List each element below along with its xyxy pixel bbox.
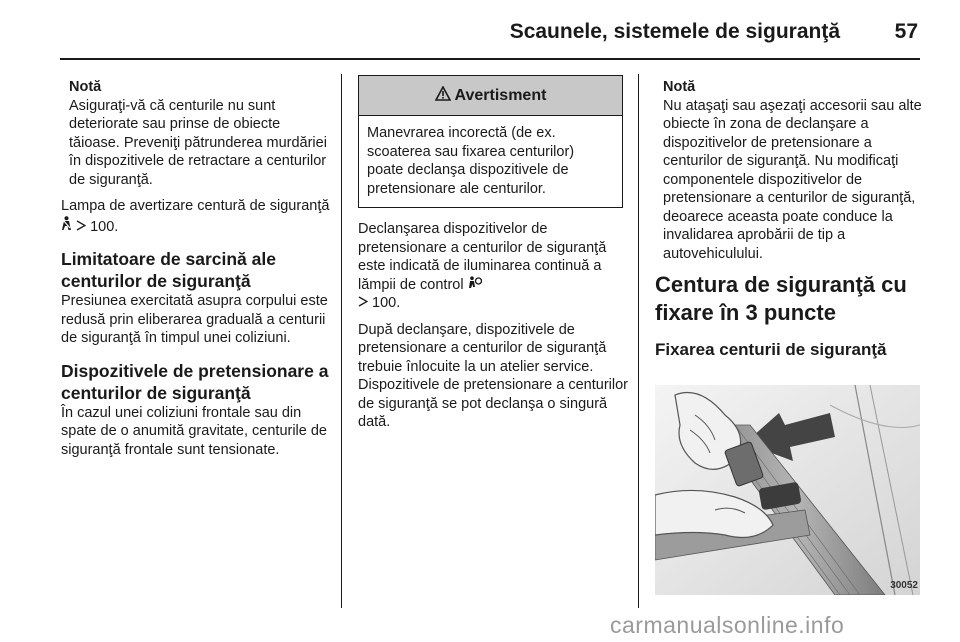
note-title: Notă: [663, 79, 696, 95]
arrow-ref-icon: [76, 218, 86, 237]
note-body: Asiguraţi-vă că centurile nu sunt deteriorate sau prinse de obiecte tăioase. Preveniţi pătrunderea murdăriei în dispozitivele de retractare a centurilor de siguranţă.: [69, 97, 327, 188]
heading-pretensioners: Dispozitivele de pretensionare a centurilor de siguranţă: [61, 360, 329, 403]
arrow-ref-icon: [358, 294, 368, 313]
pretensioner-indicator-paragraph: [358, 220, 628, 313]
heading-fastening-belt: Fixarea centurii de siguranţă: [655, 340, 887, 359]
note-title: Notă: [69, 79, 102, 95]
load-limiters-paragraph: Presiunea exercitată asupra corpului este redusă prin eliberarea graduală a centurii de siguranţă în timpul unei coliziuni.: [61, 293, 328, 346]
page-reference[interactable]: 100.: [90, 218, 119, 235]
column-divider-1: [341, 74, 342, 608]
seatbelt-illustration: [655, 385, 920, 595]
seatbelt-lamp-text: Lampa de avertizare centură de siguranţă: [61, 198, 330, 214]
pretensioner-indicator-text: Declanşarea dispozitivelor de pretensionare a centurilor de siguranţă este indicată de iluminarea continuă a lămpii de control: [358, 221, 607, 293]
page-reference[interactable]: 100.: [372, 295, 401, 311]
warning-box: [358, 75, 623, 208]
warning-triangle-icon: [435, 86, 451, 106]
pretensioners-paragraph: În cazul unei coliziuni frontale sau din spate de o anumită gravitate, centurile de siguranţă frontale sunt tensionate.: [61, 404, 327, 458]
heading-load-limiters: Limitatoare de sarcină ale centurilor de siguranţă: [61, 249, 276, 291]
note-box: [655, 78, 925, 263]
column-3: [655, 78, 925, 361]
column-divider-2: [638, 74, 639, 608]
airbag-control-icon: [468, 276, 482, 295]
warning-body: Manevrarea incorectă (de ex. scoaterea sau fixarea centurilor) poate declanşa dispozitivele de pretensionare ale centurilor.: [367, 125, 575, 197]
watermark: carmanualsonline.info: [610, 612, 845, 638]
heading-three-point-belt: Centura de siguranţă cu fixare în 3 puncte: [655, 272, 907, 325]
page-header: [60, 18, 920, 58]
pretensioner-replacement-paragraph: După declanşare, dispozitivele de pretensionare a centurilor de siguranţă trebuie înlocuite la un atelier service. Dispozitivele de pretensionare a centurilor de siguranţă se pot declanşa o singură dată.: [358, 321, 629, 430]
note-body: Nu ataşaţi sau aşezaţi accesorii sau alte obiecte în zona de declanşare a dispozitivelor de pretensionare a centurilor de siguranţă. Nu modificaţi componentele dispozitivelor de pretensionare a centurilor de siguranţă, deoarece aceasta poate conduce la invalidarea aprobării de tip a autovehiculului.: [663, 97, 922, 262]
column-1: [61, 78, 331, 459]
header-title: Scaunele, sistemele de siguranţă: [509, 20, 840, 43]
seatbelt-warning-icon: [61, 216, 72, 237]
page-number: 57: [894, 20, 918, 43]
seatbelt-lamp-paragraph: [61, 197, 331, 236]
warning-title: Avertisment: [454, 86, 547, 104]
header-divider: [60, 58, 920, 60]
figure-number: 30052: [890, 580, 918, 591]
column-2: [358, 75, 628, 432]
note-box: [61, 78, 331, 189]
seatbelt-illustration-drawing: [655, 385, 920, 595]
warning-header: [359, 76, 622, 116]
